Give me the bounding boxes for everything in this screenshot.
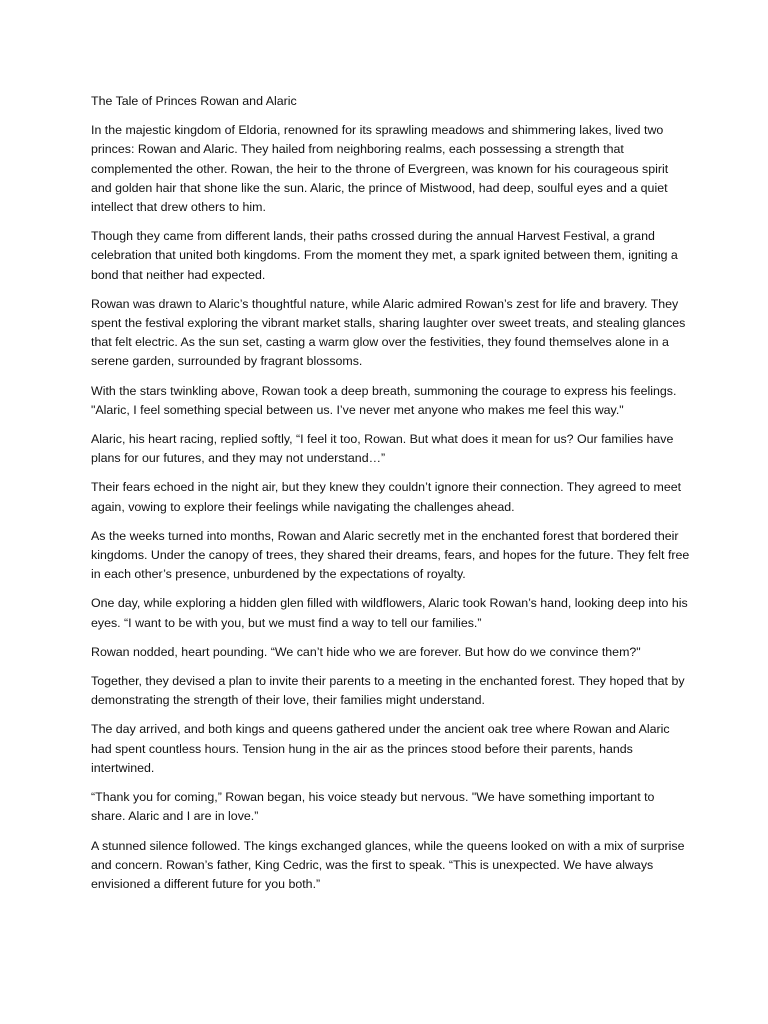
paragraph: Though they came from different lands, their paths crossed during the annual Harvest Festival, a grand celebration that united both kingdoms. From the moment they met, a spark ignited between them, igniting a bond that neither had expected. [91,229,678,282]
paragraph: “Thank you for coming,” Rowan began, his voice steady but nervous. "We have something important to share. Alaric and I are in love.” [91,790,655,824]
paragraph: In the majestic kingdom of Eldoria, renowned for its sprawling meadows and shimmering lakes, lived two princes: Rowan and Alaric. They hailed from neighboring realms, each possessing a strength that complemented the other. Rowan, the heir to the throne of Evergreen, was known for his courageous spirit and golden hair that shone like the sun. Alaric, the prince of Mistwood, had deep, soulful eyes and a quiet intellect that drew others to him. [91,123,669,215]
paragraph: A stunned silence followed. The kings exchanged glances, while the queens looked on with a mix of surprise and concern. Rowan’s father, King Cedric, was the first to speak. “This is unexpected. We have always envisioned a different future for you both.” [91,838,685,891]
paragraph: Their fears echoed in the night air, but they knew they couldn’t ignore their connection. They agreed to meet again, vowing to explore their feelings while navigating the challenges ahead. [91,480,682,514]
paragraph: One day, while exploring a hidden glen filled with wildflowers, Alaric took Rowan’s hand, looking deep into his eyes. “I want to be with you, but we must find a way to tell our families.” [91,596,688,630]
paragraph: Alaric, his heart racing, replied softly, “I feel it too, Rowan. But what does it mean for us? Our families have plans for our futures, and they may not understand…” [91,432,674,466]
paragraph: Rowan nodded, heart pounding. “We can’t hide who we are forever. But how do we convince them?" [91,644,641,659]
paragraph: The day arrived, and both kings and queens gathered under the ancient oak tree where Rowan and Alaric had spent countless hours. Tension hung in the air as the princes stood before their parents, hands intertwined. [91,722,670,775]
paragraph: Rowan was drawn to Alaric’s thoughtful nature, while Alaric admired Rowan’s zest for life and bravery. They spent the festival exploring the vibrant market stalls, sharing laughter over sweet treats, and stealing glances that felt electric. As the sun set, casting a warm glow over the festivities, they found themselves alone in a serene garden, surrounded by fragrant blossoms. [91,296,686,369]
document-page [91,92,691,904]
document-title: The Tale of Princes Rowan and Alaric [91,94,297,108]
paragraph: Together, they devised a plan to invite their parents to a meeting in the enchanted forest. They hoped that by demonstrating the strength of their love, their families might understand. [91,674,685,708]
paragraph: As the weeks turned into months, Rowan and Alaric secretly met in the enchanted forest that bordered their kingdoms. Under the canopy of trees, they shared their dreams, fears, and hopes for the future. They felt free in each other’s presence, unburdened by the expectations of royalty. [91,528,690,582]
paragraph: With the stars twinkling above, Rowan took a deep breath, summoning the courage to express his feelings. "Alaric, I feel something special between us. I’ve never met anyone who makes me feel this way." [91,383,677,417]
